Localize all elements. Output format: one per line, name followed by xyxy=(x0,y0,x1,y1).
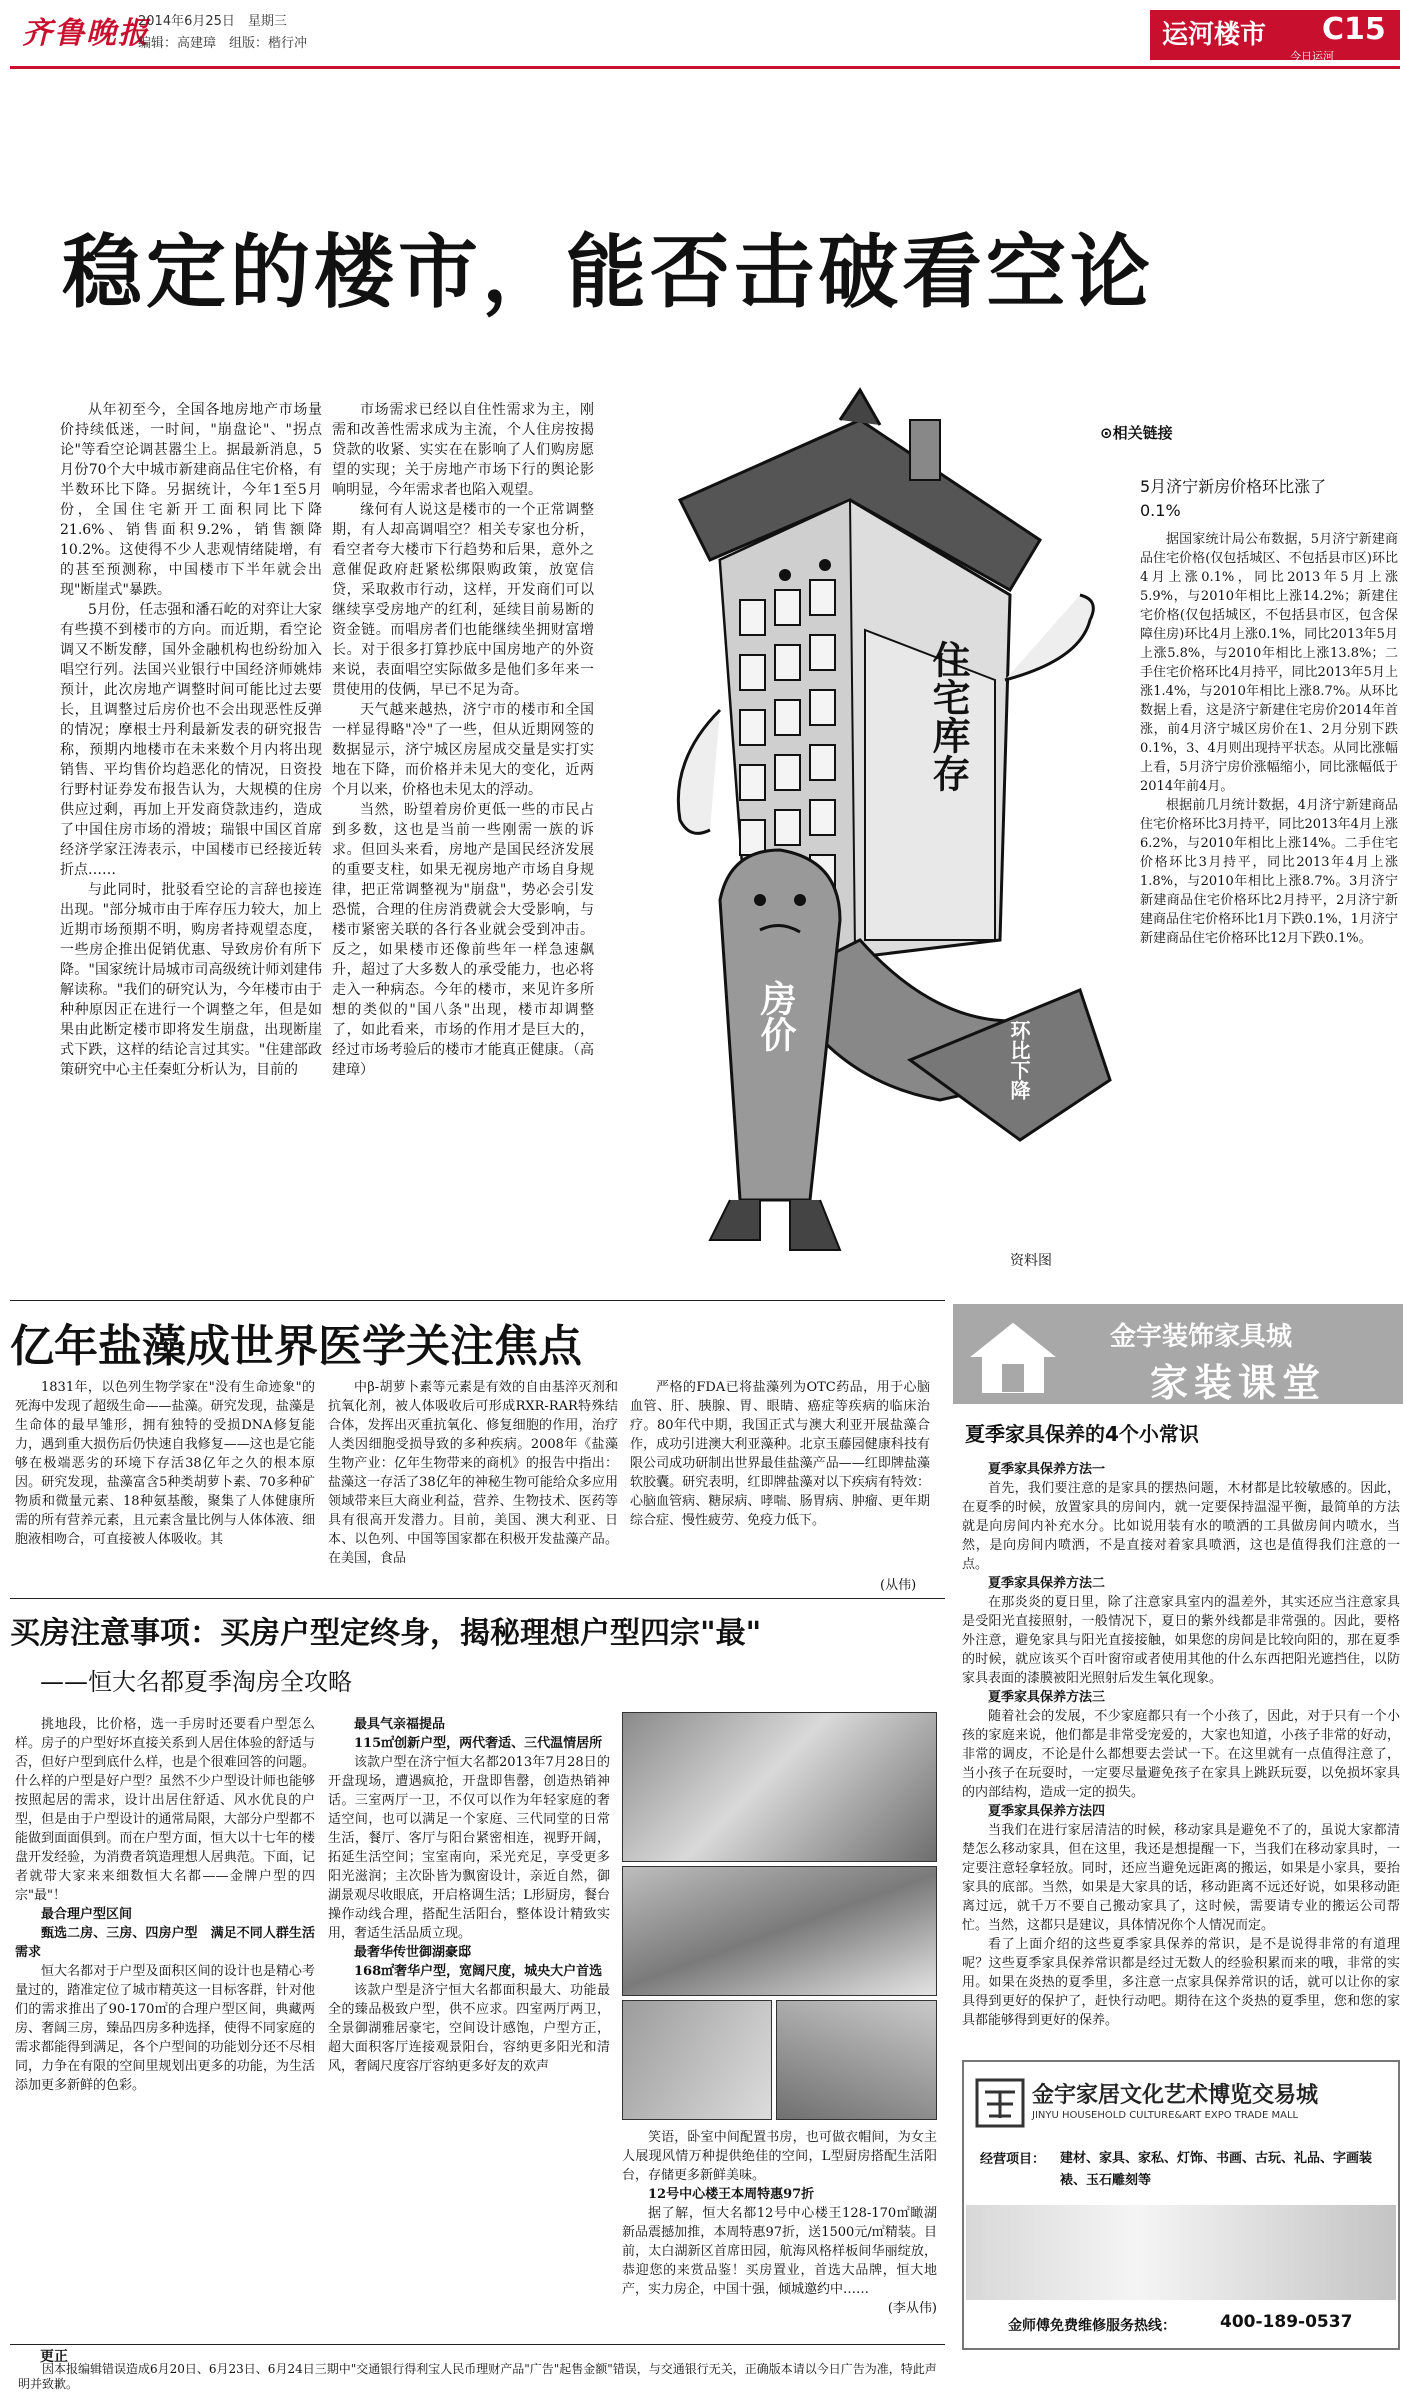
cartoon-label-price: 房价 xyxy=(755,980,796,1052)
correction-body: 因本报编辑错误造成6月20日、6月23日、6月24日三期中"交通银行得利宝人民币理财产品"广告"起售金额"错误，与交通银行无关，正确版本请以今日广告为准，特此声明并致歉。 xyxy=(18,2362,937,2391)
related-paragraph: 据国家统计局公布数据，5月济宁新建商品住宅价格(仅包括城区、不包括县市区)环比4月上涨0.1%，同比2013年5月上涨5.9%，与2010年相比上涨14.2%；新建住宅价格(仅包括城区，不包括县市区，包含保障住房)环比4月上涨0.1%，同比2013年5月上涨5.8%，与2010年相比上涨13.8%；二手住宅价格环比4月持平，同比2013年5月上涨1.4%，与2010年相比上涨8.7%。从环比数据上看，这是济宁新建住宅房价2014年首涨，前4月济宁城区房价在1、2月分别下跌0.1%，3、4月则出现持平状态。从同比涨幅上看，5月济宁房价涨幅缩小，同比涨幅低于2014年前4月。 xyxy=(1140,532,1398,794)
furniture-section-title: 夏季家具保养方法三 xyxy=(988,1690,1106,1705)
mall-name-en: JINYU HOUSEHOLD CULTURE&ART EXPO TRADE MALL xyxy=(1032,2110,1299,2121)
house-column-3 xyxy=(622,2128,937,2348)
furniture-brand: 金宇装饰家具城 xyxy=(1110,1322,1293,1352)
algae-byline: (从伟) xyxy=(880,1578,917,1593)
algae-paragraph: 严格的FDA已将盐藻列为OTC药品，用于心脑血管、肝、胰腺、胃、眼睛、癌症等疾病的临床治疗。80年代中期，我国正式与澳大利亚开展盐藻合作，成功引进澳大利亚藻种。北京玉藤园健康科技有限公司成功研制出世界最佳盐藻产品——红即牌盐藻软胶囊。研究表明，红即牌盐藻对以下疾病有特效：心脑血管病、糖尿病、哮喘、肠胃病、肿瘤、更年期综合症、慢性疲劳、免疫力低下。 xyxy=(630,1380,930,1528)
interior-photo-dining xyxy=(622,2000,772,2120)
house-headline: 买房注意事项：买房户型定终身，揭秘理想户型四宗"最" xyxy=(10,1616,762,1651)
lead-paragraph: 天气越来越热，济宁市的楼市和全国一样显得略"冷"了一些，但从近期网签的数据显示，济宁城区房屋成交量是实打实地在下降，而价格并未见大的变化，近两个月以来，价格也未见太的浮动。 xyxy=(332,702,594,798)
furniture-body xyxy=(962,1460,1400,2048)
furniture-section-title: 夏季家具保养方法二 xyxy=(988,1576,1106,1591)
house-paragraph: 挑地段，比价格，选一手房时还要看户型怎么样。房子的户型好坏直接关系到人居住体验的舒适与否，但好户型到底什么样，也是个很难回答的问题。什么样的户型是好户型？虽然不少户型设计师也能够按照起居的需求，设计出居住舒适、风水优良的户型，但是由于户型设计的通常局限，大部分户型都不能做到面面俱到。而在户型方面，恒大以十七年的楼盘开发经验，为消费者筑造理想人居典范。下面，记者就带大家来来细数恒大名都——金牌户型的四宗"最"！ xyxy=(15,1717,315,1903)
lead-paragraph: 5月份，任志强和潘石屹的对弈让大家有些摸不到楼市的方向。而近期，看空论调又不断发酵，国外金融机构也纷纷加入唱空行列。法国兴业银行中国经济师姚炜预计，此次房地产调整时间可能比过去要长，且调整过后房价也不会出现恶性反弹的情况；摩根士丹利最新发表的研究报告称，预期内地楼市在未来数个月内将出现销售、平均售价均趋恶化的情况，日资投行野村证券发布报告认为，大规模的住房供应过剩，再加上开发商贷款违约，造成了中国住房市场的滑坡；瑞银中国区首席经济学家汪涛表示，中国楼市已经接近转折点…… xyxy=(60,602,322,878)
algae-column-2 xyxy=(328,1378,618,1588)
mall-name: 金宇家居文化艺术博览交易城 xyxy=(1032,2083,1319,2108)
house-byline: (李从伟) xyxy=(887,2301,937,2316)
furniture-paragraph: 随着社会的发展，不少家庭都只有一个小孩了，因此，对于只有一个小孩的家庭来说，他们都是非常受宠爱的，大家也知道，小孩子非常的好动，非常的调皮，不论是什么都想要去尝试一下。在这里就有一点值得注意了，当小孩子在玩耍时，一定要尽量避免孩子在家具上跳跃玩耍，以免损坏家具的内部结构，造成一定的损失。 xyxy=(962,1709,1400,1800)
editor-credits: 编辑：高建璋 组版：楷行冲 xyxy=(138,36,308,51)
lead-paragraph: 与此同时，批驳看空论的言辞也接连出现。"部分城市由于库存压力较大，加上近期市场预期不明，购房者持观望态度，一些房企推出促销优惠、导致房价有所下降。"国家统计局城市司高级统计师刘建伟解读称。"我们的研究认为，今年楼市由于种种原因正在进行一个调整之年，但是如果由此断定楼市即将发生崩盘，出现断崖式下跌，这样的结论言过其实。"住建部政策研究中心主任秦虹分析认为，目前的 xyxy=(60,882,322,1078)
house-subtitle: 115㎡创新户型，两代奢适、三代温情居所 xyxy=(354,1736,603,1751)
furniture-paragraph: 当我们在进行家居清洁的时候，移动家具是避免不了的，虽说大家都清楚怎么移动家具，但在这里，我还是想提醒一下，当我们在移动家具时，一定要注意轻拿轻放。同时，还应当避免远距离的搬运，如果是小家具，要抬家具的底部。当然，如果是大家具的话，移动距离不远还好说，如果移动距离过远，就千万不要自己搬动家具了，这时候，需要请专业的搬运公司帮忙。当然，这都只是建议，具体情况你个人情况而定。 xyxy=(962,1823,1400,1933)
house-paragraph: 恒大名都对于户型及面积区间的设计也是精心考量过的，踏准定位了城市精英这一目标客群，针对他们的需求推出了90-170㎡的合理户型区间，典藏两房、奢阔三房，臻品四房多种选择，使得不同家庭的需求都能得到满足，各个户型间的功能划分还不尽相同，力争在有限的空间里规划出更多的功能，为生活添加更多新鲜的色彩。 xyxy=(15,1964,315,2093)
furniture-paragraph: 看了上面介绍的这些夏季家具保养的常识，是不是说得非常的有道理呢？这些夏季家具保养常识都是经过无数人的经验积累而来的哦，非常的实用。如果在炎热的夏季里，多注意一点家具保养常识的话，就可以让你的家具得到更好的保护了，赶快行动吧。期待在这个炎热的夏季里，您和您的家具都能够得到更好的保养。 xyxy=(962,1937,1400,2028)
lead-paragraph: 从年初至今，全国各地房地产市场量价持续低迷，一时间，"崩盘论"、"拐点论"等看空论调甚嚣尘上。据最新消息，5月份70个大中城市新建商品住宅价格，有半数环比下降。另据统计，今年1至5月份，全国住宅新开工面积同比下降21.6%、销售面积9.2%，销售额降10.2%。这使得不少人悲观情绪陡增，有的甚至预测称，中国楼市下半年就会出现"断崖式"暴跌。 xyxy=(60,402,322,598)
house-column-2 xyxy=(328,1715,610,2335)
related-tag: ⊙相关链接 xyxy=(1100,424,1173,442)
algae-paragraph: 1831年，以色列生物学家在"没有生命迹象"的死海中发现了超级生命——盐藻。研究发现，盐藻是生命体的最早雏形，拥有独特的受损DNA修复能力，遇到重大损伤后仍快速自我修复——这也是它能够在极端恶劣的环境下存活38亿年之久的根本原因。研究发现，盐藻富含5种类胡萝卜素、70多种矿物质和微量元素、18种氨基酸，聚集了人体健康所需的所有营养元素，且元素含量比例与人体体液、细胞液相吻合，可直接被人体吸收。其 xyxy=(15,1380,315,1547)
lead-column-1 xyxy=(60,400,322,1300)
masthead xyxy=(0,0,1409,72)
furniture-paragraph: 首先，我们要注意的是家具的摆热问题，木材都是比较敏感的。因此，在夏季的时候，放置家具的房间内，就一定要保持温湿平衡，最简单的方法就是向房间内补充水分。比如说用装有水的喷洒的工具做房间内喷水，当然，是向房间内喷洒，不是直接对着家具喷洒，这也是值得我们注意的一点。 xyxy=(962,1481,1400,1572)
related-body xyxy=(1140,530,1398,1310)
algae-bottom-rule xyxy=(10,1598,945,1599)
related-paragraph: 根据前几月统计数据，4月济宁新建商品住宅价格环比3月持平，同比2013年4月上涨6.2%，与2010年相比上涨14%。二手住宅价格环比3月持平，同比2013年4月上涨1.8%，与2010年相比上涨8.7%。3月济宁新建商品住宅价格环比2月持平，2月济宁新建商品住宅价格环比1月下跌0.1%，1月济宁新建商品住宅价格环比12月下跌0.1%。 xyxy=(1140,798,1398,946)
house-paragraph: 该款户型是济宁恒大名都面积最大、功能最全的臻品极致户型，供不应求。四室两厅两卫，全景御湖雅居豪宅，空间设计感饱，户型方正，超大面积客厅连接观景阳台，容纳更多阳光和清风，奢阔尺度容厅容纳更多好友的欢声 xyxy=(328,1983,610,2074)
house-subtitle: 最合理户型区间 xyxy=(41,1907,133,1922)
house-subtitle: 12号中心楼王本周特惠97折 xyxy=(648,2187,815,2202)
correction-rule xyxy=(10,2344,945,2345)
hotline-number: 400-189-0537 xyxy=(1220,2312,1353,2332)
cartoon-caption: 资料图 xyxy=(1010,1253,1052,1269)
house-subtitle: 168㎡奢华户型，宽阔尺度，城央大户首选 xyxy=(354,1964,603,1979)
mall-ad-image xyxy=(966,2205,1396,2300)
subsection-label: 今日运河 xyxy=(1290,50,1334,63)
lead-column-2 xyxy=(332,400,594,1300)
algae-column-3 xyxy=(630,1378,930,1568)
section-title: 运河楼市 xyxy=(1162,20,1267,50)
furniture-headline: 夏季家具保养的4个小常识 xyxy=(965,1422,1199,1446)
house-subtitle: 最奢华传世御湖豪邸 xyxy=(354,1945,472,1960)
mall-items: 建材、家具、家私、灯饰、书画、古玩、礼品、字画装裱、玉石雕刻等 xyxy=(1060,2151,1373,2188)
house-subtitle: 甄选二房、三房、四房户型 满足不同人群生活需求 xyxy=(15,1926,315,1960)
interior-photo-study xyxy=(776,2000,937,2120)
lead-paragraph: 缘何有人说这是楼市的一个正常调整期，有人却高调唱空？相关专家也分析，看空者夸大楼市下行趋势和后果，意外之意催促政府赶紧松绑限购政策，放宽信贷，采取救市行动，这样，开发商们可以继续享受房地产的红利，延续目前易断的资金链。而唱房者们也能继续坐拥财富增长。对于很多打算抄底中国房地产的外资来说，表面唱空实际做多是他们多年来一贯使用的伎俩，早已不足为奇。 xyxy=(332,502,594,698)
algae-column-1 xyxy=(15,1378,315,1588)
lead-paragraph: 当然，盼望着房价更低一些的市民占到多数，这也是当前一些刚需一族的诉求。但回头来看，房地产是国民经济发展的重要支柱，如果无视房地产市场自身规律，把正常调整视为"崩盘"，势必会引发恐慌，合理的住房消费就会大受影响，与楼市紧密关联的各行各业就会受到冲击。反之，如果楼市还像前些年一样急速飙升，超过了大多数人的承受能力，也必将走入一种病态。今年的楼市，来见许多所想的类似的"国八条"出现，楼市却调整了，如此看来，市场的作用才是巨大的，经过市场考验后的楼市才能真正健康。（高建璋） xyxy=(332,802,594,1078)
lead-headline: 稳定的楼市，能否击破看空论 xyxy=(62,226,1154,319)
algae-paragraph: 中β-胡萝卜素等元素是有效的自由基淬灭剂和抗氧化剂，被人体吸收后可形成RXR-RAR特殊结合体，发挥出灭重抗氧化、修复细胞的作用，治疗人类因细胞受损导致的多种疾病。2008年《盐藻生物产业：亿年生物带来的商机》的报告中指出：盐藻这一存活了38亿年的神秘生物可能给众多应用领域带来巨大商业利益，营养、生物技术、医药等具有很高开发潜力。目前，美国、澳大利亚、日本、以色列、中国等国家都在积极开发盐藻产品。在美国，食品 xyxy=(328,1380,618,1566)
related-title: 5月济宁新房价格环比涨了0.1% xyxy=(1140,477,1327,520)
lead-bottom-rule xyxy=(10,1300,945,1301)
paper-logo: 齐鲁晚报 xyxy=(22,16,150,51)
correction-title: 更正 xyxy=(40,2349,68,2365)
furniture-house-icon xyxy=(968,1316,1058,1396)
mall-logo-icon xyxy=(975,2078,1025,2128)
house-paragraph: 该款户型在济宁恒大名都2013年7月28日的开盘现场，遭遇疯抢，开盘即售罄，创造热销神话。三室两厅一卫，不仅可以作为年轻家庭的奢适空间，也可以满足一个家庭、三代同堂的日常生活，餐厅、客厅与阳台紧密相连，视野开阔，拓延生活空间；宝室南向，采光充足，享受更多阳光滋润；主次卧皆为飘窗设计，亲近自然，御湖景观尽收眼底，开启格调生活；L形厨房，餐台操作动线合理，搭配生活阳台，整体设计精致实用，奢适生活品质立现。 xyxy=(328,1755,610,1941)
cartoon-label-inventory: 住宅库存 xyxy=(926,640,970,792)
furniture-paragraph: 在那炎炎的夏日里，除了注意家具室内的温差外，其实还应当注意家具是受阳光直接照射，一般情况下，夏日的紫外线都是非常强的。因此，要格外注意，避免家具与阳光直接接触，如果您的房间是比较向阳的，那在夏季的时候，就应该买个百叶窗帘或者使用其他的什么东西把阳光遮挡住，以防家具表面的漆膜被阳光照射后发生氧化现象。 xyxy=(962,1595,1400,1686)
house-subtitle: 最具气亲福提品 xyxy=(354,1717,446,1732)
page-number: C15 xyxy=(1322,12,1386,47)
cartoon-illustration xyxy=(610,380,1120,1290)
masthead-rule xyxy=(10,66,1400,69)
house-paragraph: 据了解，恒大名都12号中心楼王128-170㎡瞰湖新品震撼加推，本周特惠97折，送1500元/㎡精装。目前，太白湖新区首席田园，航海风格样板间华丽绽放，恭迎您的来赏品鉴！买房置业，首选大品牌，恒大地产，实力房企，中国十强，倾城邀约中…… xyxy=(622,2206,937,2297)
interior-photo-bedroom xyxy=(622,1866,937,1996)
hotline-label: 金师傅免费维修服务热线： xyxy=(1008,2318,1176,2334)
algae-headline: 亿年盐藻成世界医学关注焦点 xyxy=(10,1321,582,1372)
house-column-1 xyxy=(15,1715,315,2335)
furniture-section-title: 夏季家具保养方法一 xyxy=(988,1462,1106,1477)
house-cartoon-image xyxy=(610,380,1120,1290)
house-paragraph: 笑语，卧室中间配置书房，也可做衣帽间，为女主人展现风情万种提供绝佳的空间，L型厨房搭配生活阳台，存储更多新鲜美味。 xyxy=(622,2130,937,2183)
cartoon-label-decline: 环比下降 xyxy=(1007,1020,1031,1100)
interior-photo-living-room xyxy=(622,1712,937,1862)
lead-paragraph: 市场需求已经以自住性需求为主，刚需和改善性需求成为主流，个人住房按揭贷款的收紧、实实在在影响了人们购房愿望的实现；关于房地产市场下行的舆论影响明显，今年需求者也陷入观望。 xyxy=(332,402,594,498)
issue-date: 2014年6月25日 星期三 xyxy=(138,14,287,29)
furniture-column-title: 家装课堂 xyxy=(1150,1361,1327,1405)
house-subhead: ——恒大名都夏季淘房全攻略 xyxy=(40,1668,352,1696)
mall-emblem-icon xyxy=(975,2078,1025,2128)
furniture-section-title: 夏季家具保养方法四 xyxy=(988,1804,1106,1819)
mall-items-label: 经营项目： xyxy=(980,2152,1046,2167)
house-icon xyxy=(968,1316,1058,1396)
